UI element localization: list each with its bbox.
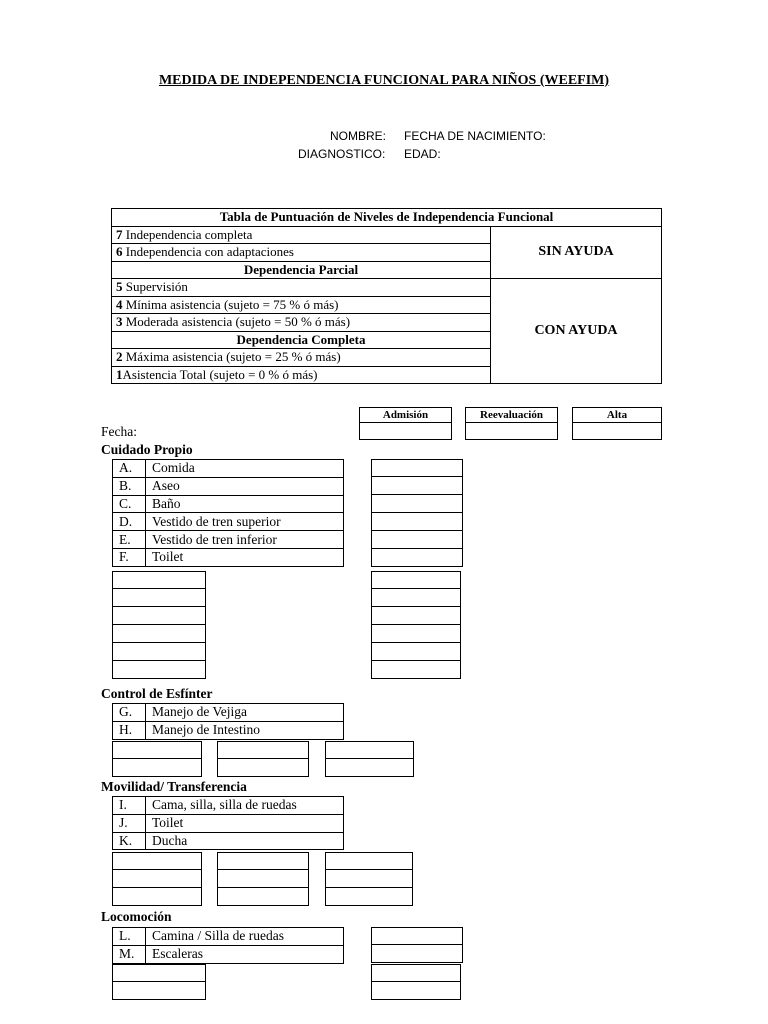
level-1 <box>112 366 491 384</box>
item-letter: A. <box>113 460 146 478</box>
admision-header: Admisión <box>359 407 452 423</box>
page-title: MEDIDA DE INDEPENDENCIA FUNCIONAL PARA NIÑOS (WEEFIM) <box>158 73 610 88</box>
locomocion-items-table <box>112 927 344 964</box>
level-text: Supervisión <box>125 279 188 295</box>
score-cell[interactable] <box>371 549 463 567</box>
table-row <box>113 797 344 815</box>
item-label: Baño <box>146 495 344 513</box>
item-letter: K. <box>113 832 146 850</box>
level-text: Máxima asistencia (sujeto = 25 % ó más) <box>125 349 341 365</box>
locomocion-extra-cells-left <box>112 964 206 1000</box>
score-cell[interactable] <box>325 888 413 906</box>
level-number: 2 <box>116 349 123 365</box>
item-letter: M. <box>113 945 146 963</box>
table-row <box>113 531 344 549</box>
cuidado-score-cells <box>371 459 463 567</box>
score-cell[interactable] <box>217 888 309 906</box>
score-cell[interactable] <box>112 741 202 759</box>
score-cell[interactable] <box>112 589 206 607</box>
score-cell[interactable] <box>371 459 463 477</box>
score-cell[interactable] <box>112 607 206 625</box>
item-label: Toilet <box>146 814 344 832</box>
table-row <box>113 928 344 946</box>
level-number: 7 <box>116 226 123 242</box>
table-row <box>113 477 344 495</box>
item-letter: L. <box>113 928 146 946</box>
score-cell[interactable] <box>371 513 463 531</box>
table-row <box>113 704 344 722</box>
score-cell[interactable] <box>371 927 463 945</box>
item-letter: G. <box>113 704 146 722</box>
esfinter-cells-2 <box>217 741 309 777</box>
levels-table-title: Tabla de Puntuación de Niveles de Independencia Funcional <box>112 209 662 227</box>
cuidado-items-table <box>112 459 344 567</box>
score-cell[interactable] <box>112 982 206 1000</box>
score-cell[interactable] <box>325 759 414 777</box>
level-number: 4 <box>116 296 123 312</box>
score-cell[interactable] <box>371 643 461 661</box>
score-cell[interactable] <box>371 531 463 549</box>
locomocion-score-cells <box>371 927 463 963</box>
item-letter: J. <box>113 814 146 832</box>
fecha-nacimiento-label: FECHA DE NACIMIENTO: <box>404 129 546 143</box>
item-label: Comida <box>146 460 344 478</box>
control-esfinter-heading: Control de Esfínter <box>101 686 213 701</box>
level-number: 1 <box>116 366 123 382</box>
table-row <box>113 945 344 963</box>
item-label: Cama, silla, silla de ruedas <box>146 797 344 815</box>
score-cell[interactable] <box>217 870 309 888</box>
table-row <box>113 721 344 739</box>
item-letter: D. <box>113 513 146 531</box>
locomocion-heading: Locomoción <box>101 909 172 924</box>
esfinter-items-table <box>112 703 344 740</box>
diagnostico-label: DIAGNOSTICO: <box>298 147 386 161</box>
sin-ayuda-label: SIN AYUDA <box>491 226 662 279</box>
score-cell[interactable] <box>325 741 414 759</box>
esfinter-cells-3 <box>325 741 414 777</box>
score-cell[interactable] <box>217 852 309 870</box>
score-cell[interactable] <box>112 852 202 870</box>
table-row <box>113 513 344 531</box>
item-label: Escaleras <box>146 945 344 963</box>
level-4 <box>112 296 491 314</box>
table-row <box>113 460 344 478</box>
item-label: Toilet <box>146 548 344 566</box>
level-number: 5 <box>116 279 123 295</box>
reevaluacion-fecha-field[interactable] <box>465 422 558 440</box>
level-number: 6 <box>116 244 123 260</box>
admision-fecha-field[interactable] <box>359 422 452 440</box>
score-cell[interactable] <box>371 964 461 982</box>
item-letter: H. <box>113 721 146 739</box>
score-cell[interactable] <box>325 852 413 870</box>
score-cell[interactable] <box>371 945 463 963</box>
score-cell[interactable] <box>217 741 309 759</box>
item-label: Manejo de Intestino <box>146 721 344 739</box>
table-row <box>113 832 344 850</box>
levels-table <box>111 208 662 384</box>
level-5 <box>112 279 491 297</box>
movilidad-cells-2 <box>217 852 309 906</box>
score-cell[interactable] <box>371 571 461 589</box>
score-cell[interactable] <box>371 661 461 679</box>
item-label: Camina / Silla de ruedas <box>146 928 344 946</box>
item-label: Aseo <box>146 477 344 495</box>
item-label: Manejo de Vejiga <box>146 704 344 722</box>
score-cell[interactable] <box>325 870 413 888</box>
score-cell[interactable] <box>112 643 206 661</box>
item-letter: B. <box>113 477 146 495</box>
level-6 <box>112 244 491 262</box>
movilidad-items-table <box>112 796 344 850</box>
table-row <box>113 548 344 566</box>
item-letter: C. <box>113 495 146 513</box>
score-cell[interactable] <box>371 477 463 495</box>
score-cell[interactable] <box>371 495 463 513</box>
score-cell[interactable] <box>371 607 461 625</box>
movilidad-cells-1 <box>112 852 202 906</box>
level-text: Moderada asistencia (sujeto = 50 % ó más) <box>125 314 351 330</box>
score-cell[interactable] <box>217 759 309 777</box>
cuidado-extra-cells-left <box>112 571 206 679</box>
level-2 <box>112 349 491 367</box>
score-cell[interactable] <box>112 870 202 888</box>
esfinter-cells-1 <box>112 741 202 777</box>
score-cell[interactable] <box>371 625 461 643</box>
score-cell[interactable] <box>112 661 206 679</box>
movilidad-heading: Movilidad/ Transferencia <box>101 779 247 794</box>
level-3 <box>112 314 491 332</box>
fecha-label: Fecha: <box>101 424 137 439</box>
score-cell[interactable] <box>371 982 461 1000</box>
item-letter: F. <box>113 548 146 566</box>
nombre-label: NOMBRE: <box>330 129 387 143</box>
item-letter: E. <box>113 531 146 549</box>
reevaluacion-header: Reevaluación <box>465 407 558 423</box>
alta-fecha-field[interactable] <box>572 422 662 440</box>
item-letter: I. <box>113 797 146 815</box>
item-label: Vestido de tren inferior <box>146 531 344 549</box>
level-7 <box>112 226 491 244</box>
dependencia-parcial-heading: Dependencia Parcial <box>112 261 491 279</box>
movilidad-cells-3 <box>325 852 413 906</box>
cuidado-extra-cells-right <box>371 571 461 679</box>
level-text: Independencia completa <box>125 226 253 242</box>
score-cell[interactable] <box>112 571 206 589</box>
con-ayuda-label: CON AYUDA <box>491 279 662 384</box>
score-cell[interactable] <box>112 964 206 982</box>
level-text: Mínima asistencia (sujeto = 75 % ó más) <box>125 296 339 312</box>
score-cell[interactable] <box>112 625 206 643</box>
alta-header: Alta <box>572 407 662 423</box>
item-label: Vestido de tren superior <box>146 513 344 531</box>
score-cell[interactable] <box>112 759 202 777</box>
locomocion-extra-cells-right <box>371 964 461 1000</box>
level-text: Independencia con adaptaciones <box>125 244 294 260</box>
score-cell[interactable] <box>112 888 202 906</box>
edad-label: EDAD: <box>404 147 441 161</box>
item-label: Ducha <box>146 832 344 850</box>
table-row <box>113 814 344 832</box>
level-number: 3 <box>116 314 123 330</box>
level-text: Asistencia Total (sujeto = 0 % ó más) <box>122 366 318 382</box>
cuidado-propio-heading: Cuidado Propio <box>101 442 193 457</box>
dependencia-completa-heading: Dependencia Completa <box>112 331 491 349</box>
table-row <box>113 495 344 513</box>
score-cell[interactable] <box>371 589 461 607</box>
